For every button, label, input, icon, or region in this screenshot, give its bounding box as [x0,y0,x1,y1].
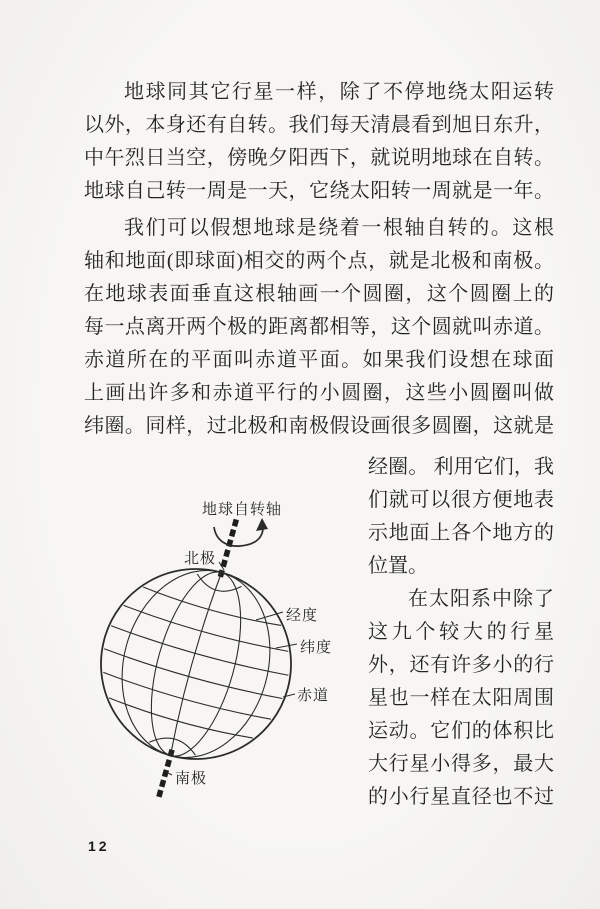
text-line: 地球自己转一周是一天，它绕太阳转一周就是一年。 [84,180,554,202]
text-line: 轴和地面(即球面)相交的两个点，就是北极和南极。 [84,250,554,272]
longitude-label: 经度 [286,608,319,624]
meridian [134,562,222,755]
text-line: 星也一样在太阳周围 [368,687,554,709]
globe-outline [79,547,313,781]
text-line: 上画出许多和赤道平行的小圆圈，这些小圆圈叫做 [84,382,554,404]
text-line: 在太阳系中除了 [408,588,554,610]
paragraph-2 [84,212,554,443]
text-line: 在地球表面垂直这根轴画一个圆圈，这个圆圈上的 [84,283,554,305]
text-line: 地球同其它行星一样，除了不停地绕太阳运转 [124,81,554,103]
parallel [108,698,253,742]
parallel [102,672,271,723]
text-line: 示地面上各个地方的 [368,522,554,544]
text-line: 经圈。 利用它们，我 [368,456,554,478]
text-line: 大行星小得多，最大 [368,753,554,775]
text-line: 们就可以很方便地表 [368,489,554,511]
equator-label: 赤道 [297,688,330,704]
text-line: 这九个较大的行星 [368,621,554,643]
text-line: 纬圈。同样，过北极和南极假设画很多圆圈，这就是 [84,415,554,437]
rotation-arrowhead-icon [256,518,268,531]
right-column-text [368,451,554,814]
text-line: 以外，本身还有自转。我们每天清晨看到旭日东升， [84,114,554,136]
page-number: 12 [88,838,110,854]
parallel-equator [103,649,282,703]
text-line: 中午烈日当空，傍晚夕阳西下，就说明地球在自转。 [84,147,554,169]
text-line: 赤道所在的平面叫赤道平面。如果我们设想在球面 [84,349,554,371]
text-line: 位置。 [368,555,428,577]
text-line: 的小行星直径也不过 [368,786,554,808]
north-pole-label: 北极 [184,551,217,567]
text-line: 每一点离开两个极的距离都相等，这个圆就叫赤道。 [84,316,554,338]
paragraph-1 [84,76,554,208]
text-line: 我们可以假想地球是绕着一根轴自转的。这根 [124,217,554,239]
rotation-arrow-icon [214,527,263,546]
latitude-label: 纬度 [300,640,333,656]
axis-label: 地球自转轴 [202,502,283,518]
text-line: 外，还有许多小的行 [368,654,554,676]
text-line: 运动。它们的体积比 [368,720,554,742]
parallel [110,626,288,679]
south-pole-label: 南极 [175,771,208,787]
rotation-axis-top [220,520,236,579]
latitude-leader-line [276,644,297,648]
